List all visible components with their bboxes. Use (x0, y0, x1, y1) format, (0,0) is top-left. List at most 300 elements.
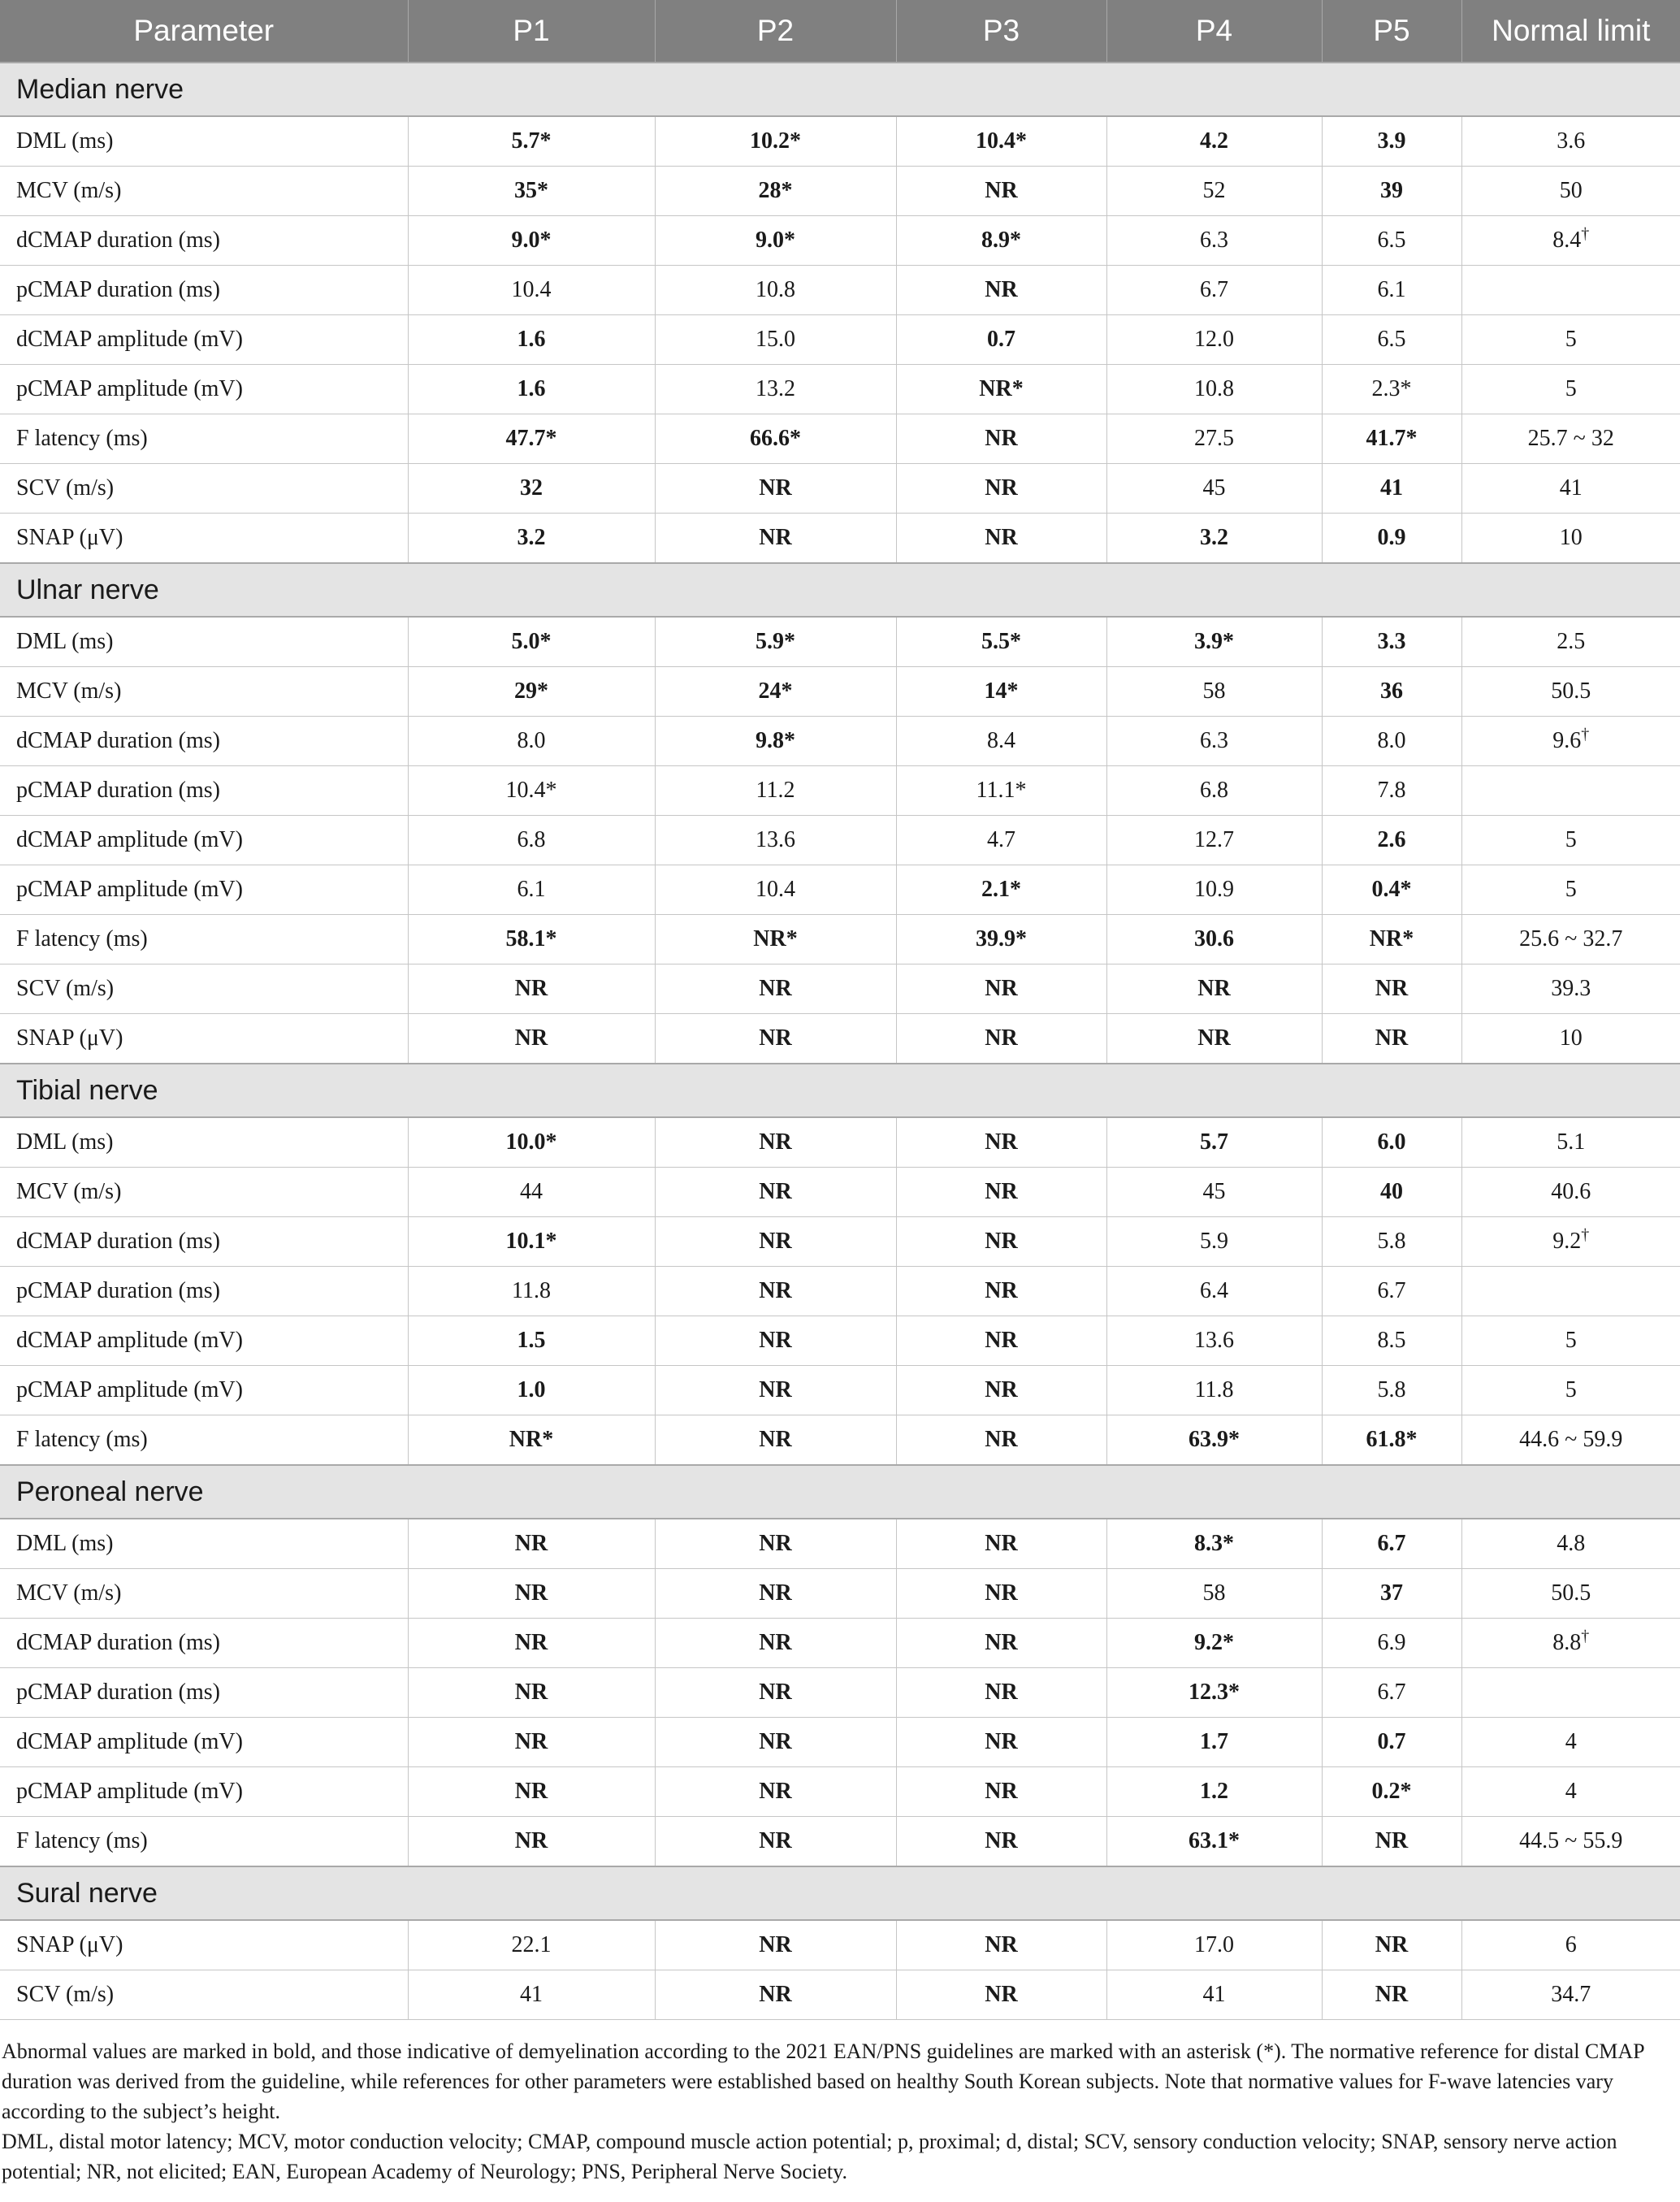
cell-value: 22.1 (511, 1932, 552, 1957)
value-cell-p5 (1322, 1316, 1461, 1366)
cell-value: 11.2 (756, 778, 795, 803)
cell-value: 10 (1559, 1025, 1583, 1051)
cell-value: 1.6 (517, 327, 546, 352)
cell-value: NR* (753, 926, 798, 951)
value-cell-p3 (896, 1217, 1106, 1267)
value-cell-p4 (1106, 414, 1322, 464)
cell-value: 25.7 ~ 32 (1527, 426, 1614, 451)
table-row (0, 617, 1680, 667)
table-row (0, 1366, 1680, 1415)
parameter-cell (0, 414, 408, 464)
table-row (0, 1569, 1680, 1619)
cell-value: 6.8 (517, 827, 546, 852)
table-row (0, 1767, 1680, 1817)
parameter-cell (0, 167, 408, 216)
cell-value: 27.5 (1194, 426, 1234, 451)
cell-value: NR (514, 1729, 548, 1754)
parameter-cell (0, 1519, 408, 1569)
value-cell-p2 (655, 1415, 896, 1466)
value-cell-p3 (896, 1619, 1106, 1668)
parameter-cell (0, 717, 408, 766)
section-title: Sural nerve (0, 1866, 1680, 1920)
parameter-cell (0, 1415, 408, 1466)
cell-value: 12.3* (1189, 1680, 1240, 1705)
table-row (0, 1415, 1680, 1466)
table-row (0, 414, 1680, 464)
value-cell-p3 (896, 167, 1106, 216)
value-cell-p2 (655, 514, 896, 564)
value-cell-p1 (408, 1619, 655, 1668)
value-cell-p3 (896, 216, 1106, 266)
value-cell-p3 (896, 1817, 1106, 1867)
cell-value: 6.1 (517, 877, 546, 902)
cell-value: 6.9 (1377, 1630, 1406, 1655)
cell-value: 45 (1202, 475, 1226, 501)
parameter-cell (0, 1117, 408, 1168)
cell-value: NR (985, 525, 1018, 550)
parameter-cell (0, 266, 408, 315)
cell-value: 25.6 ~ 32.7 (1519, 926, 1623, 951)
parameter-cell (0, 315, 408, 365)
parameter-cell (0, 1767, 408, 1817)
cell-value: NR (985, 1580, 1018, 1606)
value-cell-p2 (655, 915, 896, 964)
value-cell-p1 (408, 1267, 655, 1316)
value-cell-p4 (1106, 1668, 1322, 1718)
value-cell-p3 (896, 1267, 1106, 1316)
normal-limit-cell (1461, 816, 1680, 865)
normal-limit-cell (1461, 1168, 1680, 1217)
value-cell-p4 (1106, 464, 1322, 514)
value-cell-p5 (1322, 464, 1461, 514)
cell-value: NR* (1369, 926, 1414, 951)
value-cell-p5 (1322, 1619, 1461, 1668)
normal-limit-cell (1461, 414, 1680, 464)
cell-value: NR (514, 1025, 548, 1051)
cell-value: 58 (1202, 1580, 1226, 1606)
value-cell-p4 (1106, 1415, 1322, 1466)
value-cell-p2 (655, 1619, 896, 1668)
cell-value: 5.1 (1557, 1129, 1586, 1155)
table-row (0, 464, 1680, 514)
cell-value: NR (759, 1531, 792, 1556)
cell-value: 8.4 (1552, 228, 1582, 253)
cell-value: 8.0 (1377, 728, 1406, 753)
cell-value: NR (759, 1630, 792, 1655)
value-cell-p4 (1106, 1014, 1322, 1064)
normal-limit-cell (1461, 1668, 1680, 1718)
value-cell-p4 (1106, 1569, 1322, 1619)
parameter-cell (0, 216, 408, 266)
cell-value: NR (1197, 976, 1231, 1001)
normal-limit-cell (1461, 617, 1680, 667)
parameter-cell (0, 816, 408, 865)
cell-value: 10.0* (505, 1129, 557, 1155)
value-cell-p2 (655, 1767, 896, 1817)
cell-value: 11.8 (512, 1278, 551, 1303)
value-cell-p4 (1106, 1718, 1322, 1767)
value-cell-p2 (655, 766, 896, 816)
cell-value: 5.8 (1377, 1229, 1406, 1254)
value-cell-p3 (896, 1920, 1106, 1970)
cell-value: NR (985, 1729, 1018, 1754)
table-header (0, 0, 1680, 63)
table-row (0, 1316, 1680, 1366)
table-row (0, 1619, 1680, 1668)
cell-value: 37 (1380, 1580, 1403, 1606)
cell-value: 50.5 (1551, 678, 1591, 704)
normal-limit-cell (1461, 315, 1680, 365)
value-cell-p5 (1322, 1767, 1461, 1817)
footnote-abbreviations: DML, distal motor latency; MCV, motor conduction velocity; CMAP, compound muscle action potential; p, proximal; d, distal; SCV, sensory conduction velocity; SNAP, sensory nerve action potential; NR, not elicited; EAN, European Academy of Neurology; PNS, Peripheral Nerve Society. (2, 2130, 1617, 2183)
normal-limit-cell (1461, 1920, 1680, 1970)
section-header-row (0, 1064, 1680, 1117)
cell-value: NR (1375, 976, 1409, 1001)
value-cell-p4 (1106, 915, 1322, 964)
value-cell-p1 (408, 365, 655, 414)
value-cell-p4 (1106, 1168, 1322, 1217)
value-cell-p4 (1106, 116, 1322, 167)
cell-value: NR (985, 1229, 1018, 1254)
value-cell-p3 (896, 1366, 1106, 1415)
value-cell-p5 (1322, 617, 1461, 667)
cell-value: 8.0 (517, 728, 546, 753)
cell-value: NR (985, 1531, 1018, 1556)
parameter-cell (0, 865, 408, 915)
cell-value: 13.6 (1194, 1328, 1234, 1353)
normal-limit-cell (1461, 1415, 1680, 1466)
value-cell-p4 (1106, 167, 1322, 216)
normal-limit-cell (1461, 1316, 1680, 1366)
value-cell-p1 (408, 514, 655, 564)
dagger-mark: † (1581, 224, 1590, 243)
cell-value: NR (514, 1779, 548, 1804)
cell-value: NR (759, 1982, 792, 2007)
normal-limit-cell (1461, 167, 1680, 216)
normal-limit-cell (1461, 1366, 1680, 1415)
cell-value: 30.6 (1194, 926, 1234, 951)
cell-value: 10.4 (756, 877, 795, 902)
cell-value: SCV (m/s) (16, 976, 115, 1001)
normal-limit-cell (1461, 766, 1680, 816)
cell-value: 63.9* (1189, 1427, 1240, 1452)
column-header-p4: P4 (1106, 0, 1322, 63)
value-cell-p5 (1322, 915, 1461, 964)
cell-value: NR (985, 1427, 1018, 1452)
parameter-cell (0, 1168, 408, 1217)
normal-limit-cell (1461, 216, 1680, 266)
table-row (0, 1718, 1680, 1767)
cell-value: 44.6 ~ 59.9 (1519, 1427, 1623, 1452)
cell-value: 4.2 (1200, 128, 1228, 154)
cell-value: SCV (m/s) (16, 475, 115, 501)
cell-value: NR (985, 1779, 1018, 1804)
cell-value: 3.3 (1377, 629, 1406, 654)
parameter-cell (0, 1817, 408, 1867)
cell-value: SCV (m/s) (16, 1982, 115, 2007)
value-cell-p2 (655, 1217, 896, 1267)
cell-value: NR (985, 1278, 1018, 1303)
value-cell-p4 (1106, 266, 1322, 315)
value-cell-p4 (1106, 1619, 1322, 1668)
value-cell-p2 (655, 1168, 896, 1217)
normal-limit-cell (1461, 1267, 1680, 1316)
cell-value: NR (759, 1580, 792, 1606)
cell-value: 6.5 (1377, 327, 1406, 352)
value-cell-p3 (896, 116, 1106, 167)
parameter-cell (0, 1316, 408, 1366)
cell-value: 8.5 (1377, 1328, 1406, 1353)
cell-value: 10 (1559, 525, 1583, 550)
cell-value: 9.8* (756, 728, 795, 753)
table-footnotes (0, 2036, 1659, 2187)
normal-limit-cell (1461, 865, 1680, 915)
cell-value: pCMAP duration (ms) (16, 778, 220, 803)
cell-value: NR (985, 1179, 1018, 1204)
value-cell-p3 (896, 1168, 1106, 1217)
cell-value: 6.7 (1200, 277, 1228, 302)
value-cell-p3 (896, 915, 1106, 964)
cell-value: SNAP (μV) (16, 1025, 123, 1051)
parameter-cell (0, 617, 408, 667)
value-cell-p5 (1322, 1117, 1461, 1168)
cell-value: 36 (1380, 678, 1403, 704)
normal-limit-cell (1461, 266, 1680, 315)
value-cell-p3 (896, 464, 1106, 514)
cell-value: pCMAP duration (ms) (16, 277, 220, 302)
value-cell-p2 (655, 1970, 896, 2020)
cell-value: 8.9* (981, 228, 1021, 253)
cell-value: 58.1* (505, 926, 557, 951)
cell-value: DML (ms) (16, 629, 114, 654)
parameter-cell (0, 514, 408, 564)
cell-value: 1.5 (517, 1328, 546, 1353)
value-cell-p3 (896, 365, 1106, 414)
section-header-row (0, 63, 1680, 116)
cell-value: 39.9* (976, 926, 1027, 951)
value-cell-p3 (896, 766, 1106, 816)
value-cell-p2 (655, 1668, 896, 1718)
cell-value: 2.5 (1557, 629, 1586, 654)
cell-value: 10.1* (505, 1229, 557, 1254)
value-cell-p1 (408, 717, 655, 766)
parameter-cell (0, 1668, 408, 1718)
cell-value: 3.6 (1557, 128, 1586, 154)
table-row (0, 1267, 1680, 1316)
table-row (0, 514, 1680, 564)
value-cell-p5 (1322, 1217, 1461, 1267)
table-row (0, 1970, 1680, 2020)
value-cell-p3 (896, 816, 1106, 865)
value-cell-p1 (408, 1366, 655, 1415)
parameter-cell (0, 766, 408, 816)
value-cell-p2 (655, 1920, 896, 1970)
value-cell-p2 (655, 717, 896, 766)
cell-value: 13.2 (756, 376, 795, 401)
cell-value: 47.7* (505, 426, 557, 451)
cell-value: 5 (1565, 877, 1577, 902)
cell-value: 6.1 (1377, 277, 1406, 302)
cell-value: 50.5 (1551, 1580, 1591, 1606)
value-cell-p5 (1322, 1366, 1461, 1415)
value-cell-p5 (1322, 1415, 1461, 1466)
value-cell-p4 (1106, 216, 1322, 266)
column-header-parameter: Parameter (0, 0, 408, 63)
cell-value: dCMAP duration (ms) (16, 1630, 220, 1655)
value-cell-p2 (655, 116, 896, 167)
value-cell-p5 (1322, 766, 1461, 816)
section-header-row (0, 1866, 1680, 1920)
table-row (0, 216, 1680, 266)
value-cell-p1 (408, 216, 655, 266)
value-cell-p3 (896, 414, 1106, 464)
cell-value: NR (985, 1025, 1018, 1051)
cell-value: 40.6 (1551, 1179, 1591, 1204)
value-cell-p3 (896, 1970, 1106, 2020)
normal-limit-cell (1461, 717, 1680, 766)
parameter-cell (0, 1014, 408, 1064)
cell-value: 14* (984, 678, 1019, 704)
cell-value: MCV (m/s) (16, 178, 122, 203)
cell-value: 35* (514, 178, 548, 203)
cell-value: NR (1375, 1982, 1409, 2007)
cell-value: 5 (1565, 1328, 1577, 1353)
value-cell-p3 (896, 1668, 1106, 1718)
parameter-cell (0, 116, 408, 167)
cell-value: 3.9* (1194, 629, 1234, 654)
value-cell-p5 (1322, 1168, 1461, 1217)
cell-value: 2.1* (981, 877, 1021, 902)
value-cell-p1 (408, 667, 655, 717)
table-body (0, 63, 1680, 2020)
cell-value: dCMAP duration (ms) (16, 228, 220, 253)
cell-value: 8.8 (1552, 1630, 1582, 1655)
cell-value: NR (759, 1129, 792, 1155)
cell-value: NR (514, 1630, 548, 1655)
cell-value: 1.7 (1200, 1729, 1228, 1754)
cell-value: 5 (1565, 327, 1577, 352)
cell-value: 3.2 (517, 525, 546, 550)
cell-value: 12.0 (1194, 327, 1234, 352)
normal-limit-cell (1461, 1569, 1680, 1619)
cell-value: pCMAP amplitude (mV) (16, 1779, 243, 1804)
cell-value: 5.9 (1200, 1229, 1228, 1254)
normal-limit-cell (1461, 116, 1680, 167)
value-cell-p4 (1106, 1817, 1322, 1867)
value-cell-p5 (1322, 964, 1461, 1014)
value-cell-p1 (408, 167, 655, 216)
cell-value: 44.5 ~ 55.9 (1519, 1828, 1623, 1853)
parameter-cell (0, 1619, 408, 1668)
table-row (0, 865, 1680, 915)
value-cell-p5 (1322, 1970, 1461, 2020)
value-cell-p2 (655, 1718, 896, 1767)
cell-value: dCMAP amplitude (mV) (16, 1729, 243, 1754)
value-cell-p2 (655, 365, 896, 414)
value-cell-p4 (1106, 865, 1322, 915)
value-cell-p5 (1322, 216, 1461, 266)
cell-value: MCV (m/s) (16, 678, 122, 704)
cell-value: 28* (758, 178, 793, 203)
cell-value: dCMAP duration (ms) (16, 728, 220, 753)
value-cell-p1 (408, 1519, 655, 1569)
cell-value: 41 (1202, 1982, 1226, 2007)
cell-value: SNAP (μV) (16, 1932, 123, 1957)
cell-value: F latency (ms) (16, 1828, 148, 1853)
table-row (0, 116, 1680, 167)
value-cell-p3 (896, 617, 1106, 667)
cell-value: pCMAP duration (ms) (16, 1680, 220, 1705)
value-cell-p3 (896, 1415, 1106, 1466)
parameter-cell (0, 1718, 408, 1767)
cell-value: 24* (758, 678, 793, 704)
table-row (0, 915, 1680, 964)
normal-limit-cell (1461, 514, 1680, 564)
value-cell-p5 (1322, 116, 1461, 167)
cell-value: 45 (1202, 1179, 1226, 1204)
dagger-mark: † (1581, 1225, 1590, 1244)
header-row (0, 0, 1680, 63)
normal-limit-cell (1461, 1619, 1680, 1668)
cell-value: NR (759, 525, 792, 550)
cell-value: 6 (1565, 1932, 1577, 1957)
cell-value: NR (985, 976, 1018, 1001)
value-cell-p1 (408, 1316, 655, 1366)
cell-value: NR (514, 1680, 548, 1705)
value-cell-p3 (896, 865, 1106, 915)
table-row (0, 1168, 1680, 1217)
cell-value: 5.8 (1377, 1377, 1406, 1402)
cell-value: 8.4 (987, 728, 1015, 753)
cell-value: 5.7* (511, 128, 552, 154)
value-cell-p4 (1106, 816, 1322, 865)
column-header-p5: P5 (1322, 0, 1461, 63)
normal-limit-cell (1461, 1817, 1680, 1867)
value-cell-p3 (896, 514, 1106, 564)
parameter-cell (0, 1267, 408, 1316)
cell-value: 17.0 (1194, 1932, 1234, 1957)
cell-value: NR (1375, 1828, 1409, 1853)
value-cell-p1 (408, 617, 655, 667)
cell-value: 15.0 (756, 327, 795, 352)
value-cell-p5 (1322, 266, 1461, 315)
cell-value: 66.6* (750, 426, 801, 451)
value-cell-p1 (408, 865, 655, 915)
cell-value: 4.7 (987, 827, 1015, 852)
value-cell-p1 (408, 1668, 655, 1718)
cell-value: 5.9* (756, 629, 795, 654)
cell-value: 9.6 (1552, 728, 1582, 753)
cell-value: 4 (1565, 1779, 1577, 1804)
value-cell-p1 (408, 1014, 655, 1064)
value-cell-p1 (408, 1117, 655, 1168)
value-cell-p5 (1322, 816, 1461, 865)
value-cell-p2 (655, 964, 896, 1014)
value-cell-p4 (1106, 1316, 1322, 1366)
value-cell-p1 (408, 464, 655, 514)
cell-value: dCMAP amplitude (mV) (16, 327, 243, 352)
cell-value: 6.3 (1200, 228, 1228, 253)
cell-value: NR (759, 976, 792, 1001)
value-cell-p4 (1106, 1217, 1322, 1267)
cell-value: NR (985, 1932, 1018, 1957)
cell-value: 4.8 (1557, 1531, 1586, 1556)
cell-value: 0.7 (1377, 1729, 1406, 1754)
table-row (0, 266, 1680, 315)
cell-value: NR (759, 1779, 792, 1804)
cell-value: NR (759, 1278, 792, 1303)
value-cell-p2 (655, 167, 896, 216)
